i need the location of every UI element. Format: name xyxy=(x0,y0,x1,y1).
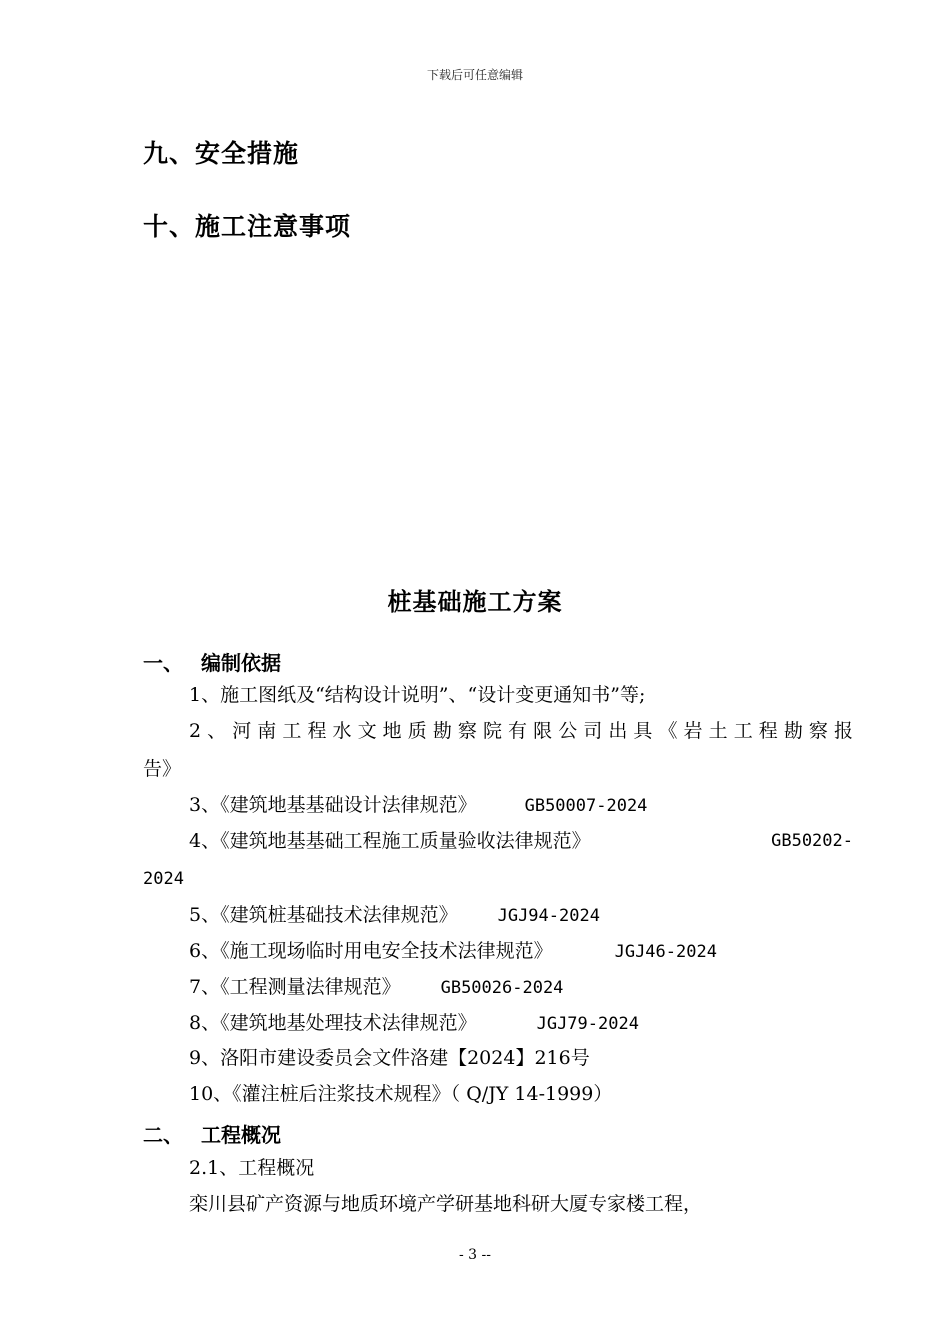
section-heading-overview xyxy=(143,1119,281,1148)
document-title: 桩基础施工方案 xyxy=(387,588,563,616)
basis-item-5 xyxy=(143,902,853,929)
basis-item-1: 1、施工图纸及“结构设计说明”、“设计变更通知书”等; xyxy=(189,684,646,706)
section-heading-notes: 十、施工注意事项 xyxy=(143,212,352,241)
basis-item-7 xyxy=(143,974,853,1001)
standard-code: JGJ94-2024 xyxy=(497,906,600,926)
standard-code: GB50007-2024 xyxy=(524,796,648,816)
section-heading-basis xyxy=(143,647,281,676)
section-label: 编制依据 xyxy=(201,651,281,675)
standard-title: 5、《建筑桩基础技术法律规范》 xyxy=(189,904,458,926)
standard-title: 4、《建筑地基基础工程施工质量验收法律规范》 xyxy=(189,830,591,852)
standard-code: JGJ46-2024 xyxy=(614,942,717,962)
standard-title: 3、《建筑地基基础设计法律规范》 xyxy=(189,794,477,816)
standard-code: GB50202- xyxy=(771,831,853,851)
basis-item-4 xyxy=(143,828,853,854)
basis-item-2-continued: 告》 xyxy=(143,758,182,780)
standard-code: JGJ79-2024 xyxy=(536,1014,639,1034)
basis-item-8 xyxy=(143,1010,853,1037)
page-number: - 3 -- xyxy=(459,1247,491,1263)
page-header: 下载后可任意编辑 xyxy=(426,68,523,82)
section-label: 工程概况 xyxy=(201,1123,281,1147)
basis-item-10: 10、《灌注桩后注浆技术规程》（ Q/JY 14-1999） xyxy=(189,1083,613,1105)
basis-item-9: 9、洛阳市建设委员会文件洛建【2024】216号 xyxy=(189,1047,590,1069)
standard-title: 8、《建筑地基处理技术法律规范》 xyxy=(189,1012,477,1034)
basis-item-4-continued: 2024 xyxy=(143,869,184,889)
section-number: 二、 xyxy=(143,1123,183,1147)
section-number: 一、 xyxy=(143,651,183,675)
section-heading-safety: 九、安全措施 xyxy=(143,139,300,168)
subsection-heading: 2.1、工程概况 xyxy=(189,1157,315,1179)
standard-title: 7、《工程测量法律规范》 xyxy=(189,976,401,998)
standard-code: GB50026-2024 xyxy=(440,978,564,998)
basis-item-3 xyxy=(143,792,853,819)
overview-paragraph: 栾川县矿产资源与地质环境产学研基地科研大厦专家楼工程， xyxy=(189,1193,703,1215)
basis-item-6 xyxy=(143,938,853,965)
standard-title: 6、《施工现场临时用电安全技术法律规范》 xyxy=(189,940,553,962)
basis-item-2: 2、河南工程水文地质勘察院有限公司出具《岩土工程勘察报 xyxy=(189,720,853,742)
